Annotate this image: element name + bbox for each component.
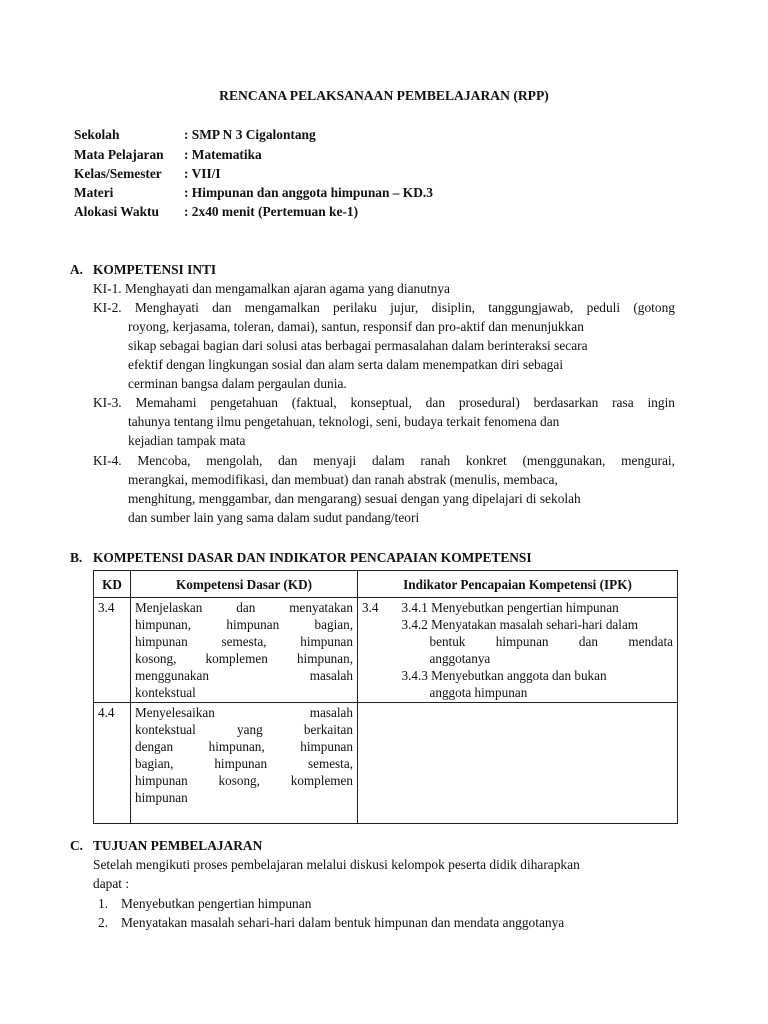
ipk-item-cont: bentuk himpunan dan mendata — [429, 634, 674, 649]
kd-line: kontekstual — [135, 685, 196, 700]
kd-line: bagian, himpunan semesta, — [135, 756, 353, 771]
ipk-empty-cell — [358, 703, 678, 824]
ipk-kd-number: 3.4 — [358, 598, 398, 703]
section-c-intro: dapat : — [93, 876, 130, 891]
kd-line: dengan himpunan, himpunan — [135, 739, 353, 754]
kd-number: 4.4 — [94, 703, 131, 824]
kd-line: himpunan — [135, 790, 188, 805]
ipk-item-cont: anggotanya — [429, 651, 491, 666]
table-row — [94, 703, 678, 824]
ki-2-line: sikap sebagai bagian dari solusi atas berbagai permasalahan dalam berinteraksi secara — [128, 338, 588, 353]
ipk-item: 3.4.1 Menyebutkan pengertian himpunan — [401, 600, 619, 615]
ki-4-label: KI-4. — [93, 453, 122, 468]
section-c-title: TUJUAN PEMBELAJARAN — [93, 838, 263, 853]
table-row — [94, 598, 678, 703]
kd-description — [131, 703, 358, 824]
section-b-title: KOMPETENSI DASAR DAN INDIKATOR PENCAPAIAN KOMPETENSI — [93, 550, 532, 565]
ki-1-line: Menghayati dan mengamalkan ajaran agama yang dianutnya — [125, 281, 450, 296]
ki-4-line: Mencoba, mengolah, dan menyaji dalam ranah konkret (menggunakan, mengurai, — [137, 453, 675, 468]
tujuan-item-number: 1. — [98, 896, 109, 911]
ipk-list — [398, 598, 678, 703]
ki-3-line: kejadian tampak mata — [128, 433, 246, 448]
ki-4-line: menghitung, menggambar, dan mengarang) sesuai dengan yang dipelajari di sekolah — [128, 491, 581, 506]
section-b-letter: B. — [70, 550, 83, 565]
kd-line: himpunan semesta, himpunan — [135, 634, 353, 649]
ki-3-line: Memahami pengetahuan (faktual, konseptual, dan prosedural) berdasarkan rasa ingin — [135, 395, 675, 410]
ki-2-line: Menghayati dan mengamalkan perilaku jujur, disiplin, tanggungjawab, peduli (gotong — [134, 300, 675, 315]
identity-value-materi: : Himpunan dan anggota himpunan – KD.3 — [184, 185, 433, 200]
kd-number: 3.4 — [94, 598, 131, 703]
ki-4-first-line — [93, 451, 675, 470]
tujuan-item-text: Menyebutkan pengertian himpunan — [121, 896, 312, 911]
ki-2-line: efektif dengan lingkungan sosial dan alam serta dalam menempatkan diri sebagai — [128, 357, 564, 372]
ki-2-line: cerminan bangsa dalam pergaulan dunia. — [128, 376, 347, 391]
section-c-letter: C. — [70, 838, 84, 853]
kd-line: himpunan, himpunan bagian, — [135, 617, 353, 632]
kd-description — [131, 598, 358, 703]
ki-2-label: KI-2. — [93, 300, 122, 315]
identity-label-alokasi: Alokasi Waktu — [74, 204, 159, 219]
ipk-item: 3.4.2 Menyatakan masalah sehari-hari dalam — [401, 617, 639, 632]
identity-label-mapel: Mata Pelajaran — [74, 147, 164, 162]
ipk-item: 3.4.3 Menyebutkan anggota dan bukan — [401, 668, 607, 683]
ki-2 — [93, 298, 675, 393]
ki-3-label: KI-3. — [93, 395, 122, 410]
ipk-item-cont: anggota himpunan — [429, 685, 528, 700]
document-title: RENCANA PELAKSANAAN PEMBELAJARAN (RPP) — [219, 88, 549, 103]
ki-2-line: royong, kerjasama, toleran, damai), santun, responsif dan pro-aktif dan menunjukkan — [128, 319, 584, 334]
kd-line: Menyelesaikan masalah — [135, 705, 353, 720]
ki-3-line: tahunya tentang ilmu pengetahuan, teknologi, seni, budaya terkait fenomena dan — [128, 414, 560, 429]
identity-value-mapel: : Matematika — [184, 147, 262, 162]
section-c-intro: Setelah mengikuti proses pembelajaran melalui diskusi kelompok peserta didik diharapkan — [93, 857, 580, 872]
ki-4-line: merangkai, memodifikasi, dan membuat) dan ranah abstrak (menulis, membaca, — [128, 472, 558, 487]
identity-label-sekolah: Sekolah — [74, 127, 120, 142]
tujuan-item-text: Menyatakan masalah sehari-hari dalam bentuk himpunan dan mendata anggotanya — [121, 915, 565, 930]
kd-line: himpunan kosong, komplemen — [135, 773, 353, 788]
identity-label-kelas: Kelas/Semester — [74, 166, 162, 181]
section-a-letter: A. — [70, 262, 84, 277]
identity-value-sekolah: : SMP N 3 Cigalontang — [184, 127, 316, 142]
kompetensi-header: Kompetensi Dasar (KD) — [131, 571, 358, 598]
ki-3-first-line — [93, 393, 675, 412]
tujuan-item-number: 2. — [98, 915, 109, 930]
ipk-header: Indikator Pencapaian Kompetensi (IPK) — [358, 571, 678, 598]
section-a-title: KOMPETENSI INTI — [93, 262, 217, 277]
kd-line: Menjelaskan dan menyatakan — [135, 600, 353, 615]
identity-value-kelas: : VII/I — [184, 166, 221, 181]
kd-line: kosong, komplemen himpunan, — [135, 651, 353, 666]
ki-4 — [93, 451, 675, 527]
kd-line: kontekstual yang berkaitan — [135, 722, 353, 737]
identity-label-materi: Materi — [74, 185, 114, 200]
kd-table-header-row — [94, 571, 678, 598]
kd-table — [93, 570, 678, 824]
ki-1-label: KI-1. — [93, 281, 122, 296]
ki-4-line: dan sumber lain yang sama dalam sudut pandang/teori — [128, 510, 420, 525]
kd-line: menggunakan masalah — [135, 668, 353, 683]
kd-header: KD — [94, 571, 131, 598]
ki-1 — [93, 279, 675, 298]
ki-2-first-line — [93, 298, 675, 317]
identity-value-alokasi: : 2x40 menit (Pertemuan ke-1) — [184, 204, 359, 219]
ki-3 — [93, 393, 675, 450]
